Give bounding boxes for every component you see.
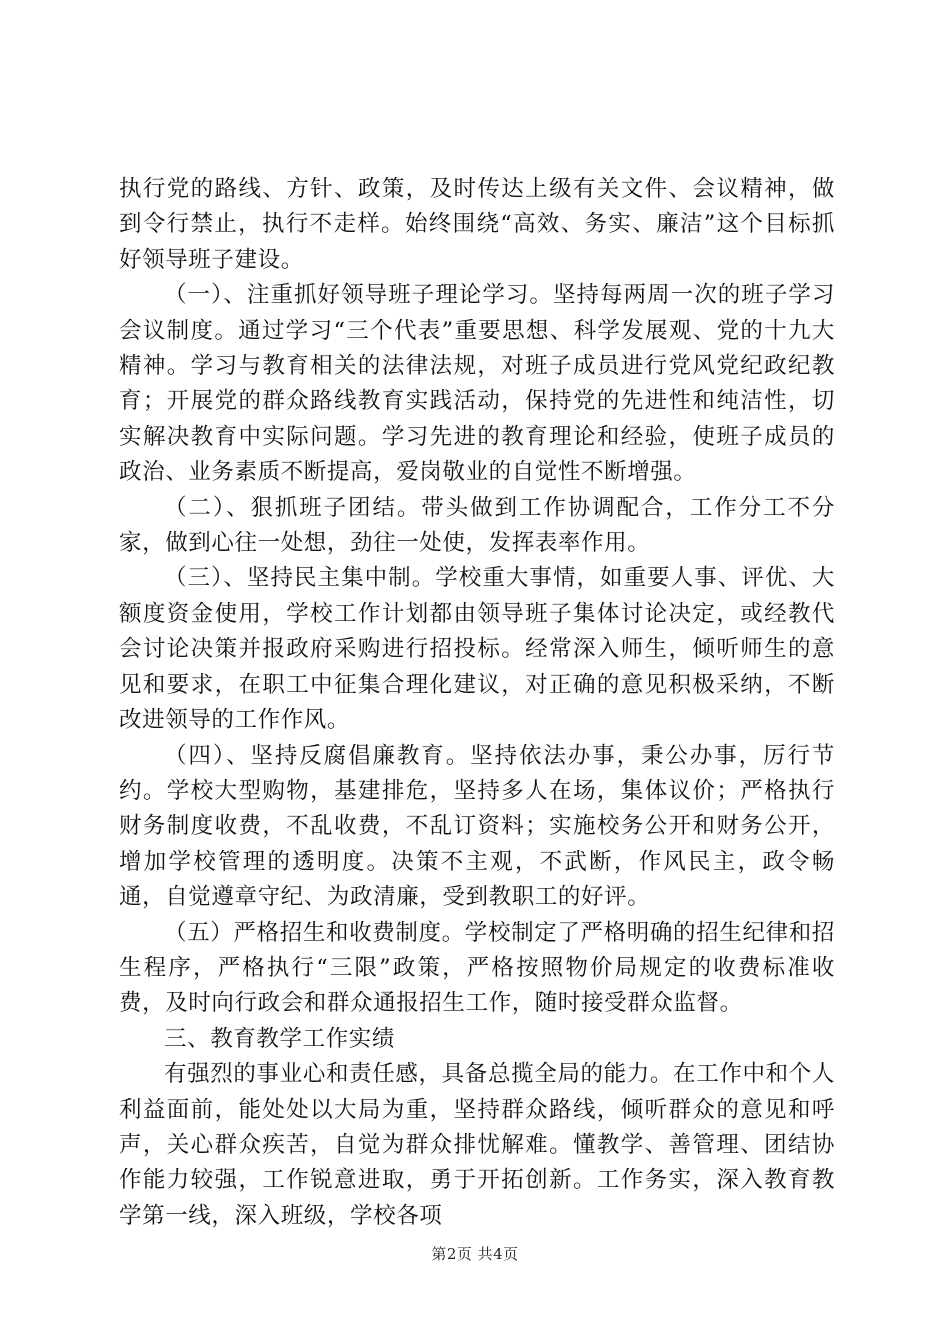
- document-body: [119, 172, 835, 1234]
- page-number-footer: 第2页 共4页: [431, 1245, 519, 1263]
- paragraph-item-1: （一）、注重抓好领导班子理论学习。坚持每两周一次的班子学习会议制度。通过学习“三个代表”重要思想、科学发展观、党的十九大精神。学习与教育相关的法律法规，对班子成员进行党风党纪政纪教育；开展党的群众路线教育实践活动，保持党的先进性和纯洁性，切实解决教育中实际问题。学习先进的教育理论和经验，使班子成员的政治、业务素质不断提高，爱岗敬业的自觉性不断增强。: [119, 282, 835, 486]
- section-heading: 三、教育教学工作实绩: [164, 1025, 396, 1052]
- paragraph-closing: 有强烈的事业心和责任感，具备总揽全局的能力。在工作中和个人利益面前，能处处以大局为重，坚持群众路线，倾听群众的意见和呼声，关心群众疾苦，自觉为群众排忧解难。懂教学、善管理、团结协作能力较强，工作锐意进取，勇于开拓创新。工作务实，深入教育教学第一线，深入班级，学校各项: [119, 1061, 835, 1229]
- paragraph-item-2: （二）、狠抓班子团结。带头做到工作协调配合，工作分工不分家，做到心往一处想，劲往一处使，发挥表率作用。: [119, 494, 835, 557]
- paragraph-intro: 执行党的路线、方针、政策，及时传达上级有关文件、会议精神，做到令行禁止，执行不走样。始终围绕“高效、务实、廉洁”这个目标抓好领导班子建设。: [119, 176, 835, 273]
- paragraph-item-5: （五）严格招生和收费制度。学校制定了严格明确的招生纪律和招生程序，严格执行“三限”政策，严格按照物价局规定的收费标准收费，及时向行政会和群众通报招生工作，随时接受群众监督。: [119, 919, 835, 1017]
- paragraph-item-3: （三）、坚持民主集中制。学校重大事情，如重要人事、评优、大额度资金使用，学校工作计划都由领导班子集体讨论决定，或经教代会讨论决策并报政府采购进行招投标。经常深入师生，倾听师生的意见和要求，在职工中征集合理化建议，对正确的意见积极采纳，不断改进领导的工作作风。: [119, 565, 835, 734]
- paragraph-item-4: （四）、坚持反腐倡廉教育。坚持依法办事，秉公办事，厉行节约。学校大型购物，基建排危，坚持多人在场，集体议价；严格执行财务制度收费，不乱收费，不乱订资料；实施校务公开和财务公开，增加学校管理的透明度。决策不主观，不武断，作风民主，政令畅通，自觉遵章守纪、为政清廉，受到教职工的好评。: [119, 742, 835, 911]
